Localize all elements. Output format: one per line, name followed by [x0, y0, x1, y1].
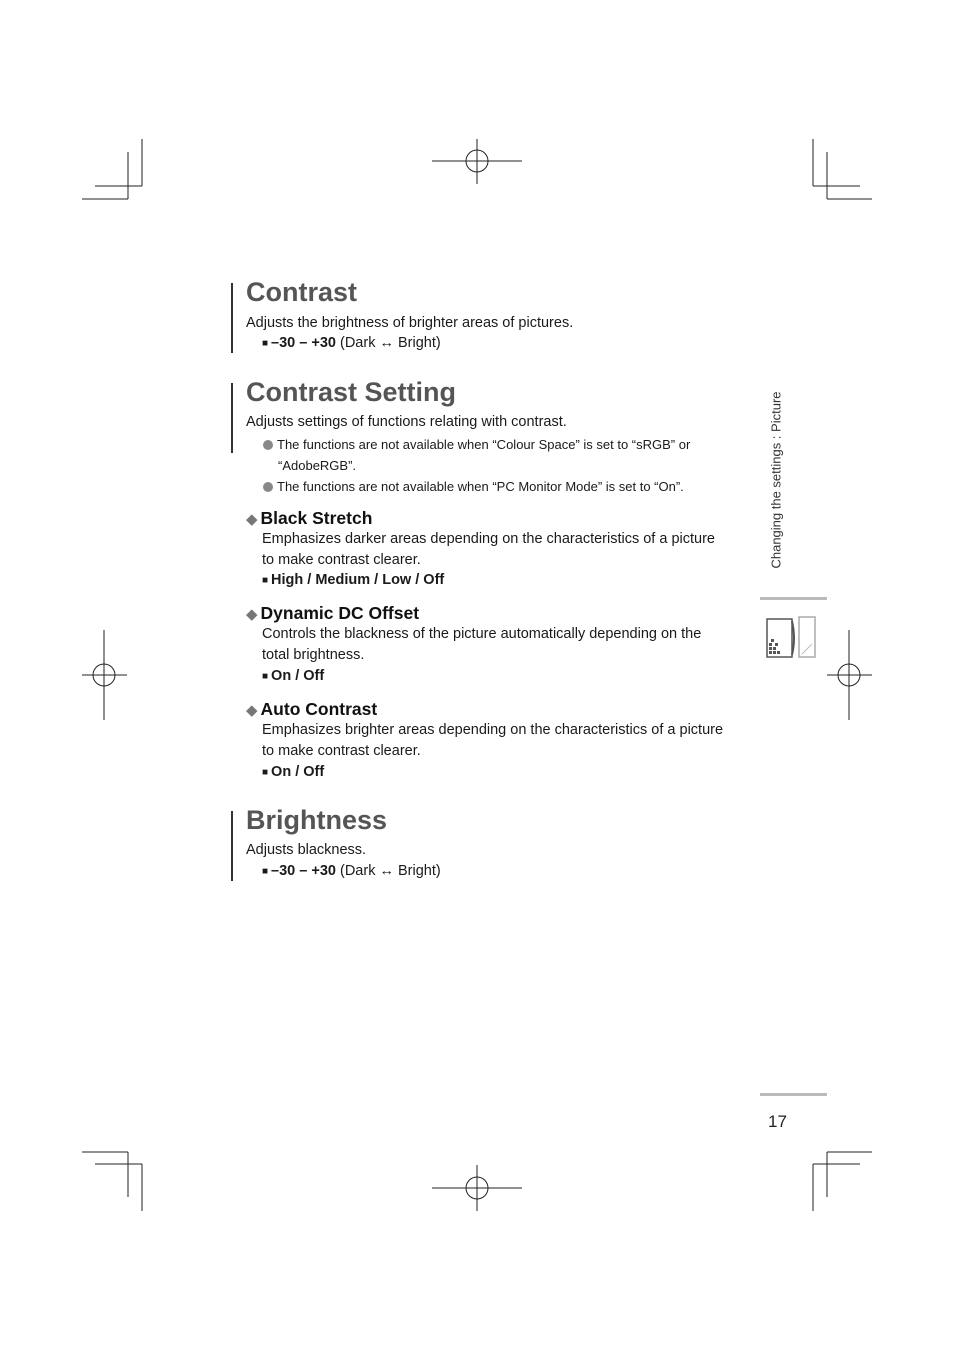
sidebar-rule-bottom — [760, 1093, 827, 1096]
diamond-icon: ◆ — [246, 511, 258, 528]
dynamic-dc-offset-description: Controls the blackness of the picture automatically depending on the total brightness. — [262, 626, 702, 663]
brightness-range — [262, 861, 441, 882]
heading-contrast: Contrast — [246, 277, 358, 307]
note-colour-space-cont: “AdobeRGB”. — [278, 458, 357, 473]
circle-bullet-icon — [263, 482, 273, 492]
picture-settings-icon — [766, 616, 818, 660]
sidebar-rule-top — [760, 597, 827, 600]
diamond-icon: ◆ — [246, 606, 258, 623]
section-bar-contrast — [231, 283, 233, 353]
auto-contrast-description: Emphasizes brighter areas depending on the characteristics of a picture to make contrast clearer. — [262, 722, 724, 759]
note-pc-monitor: The functions are not available when “PC Monitor Mode” is set to “On”. — [263, 476, 723, 497]
heading-contrast-setting: Contrast Setting — [246, 377, 457, 407]
contrast-range-note: (Dark ↔ Bright) — [340, 335, 441, 351]
section-bar-contrast-setting — [231, 383, 233, 453]
note-colour-space: The functions are not available when “Colour Space” is set to “sRGB” or “AdobeRGB”. — [263, 434, 723, 476]
square-bullet: ■ — [262, 338, 269, 349]
brightness-description: Adjusts blackness. — [246, 842, 367, 858]
contrast-description: Adjusts the brightness of brighter areas of pictures. — [246, 315, 574, 331]
square-bullet: ■ — [262, 575, 269, 586]
square-bullet: ■ — [262, 767, 269, 778]
dynamic-dc-offset-options: ■ On / Off — [262, 668, 325, 684]
section-bar-brightness — [231, 811, 233, 881]
square-bullet: ■ — [262, 866, 269, 877]
contrast-range-value: –30 – +30 — [271, 335, 336, 351]
black-stretch-options: ■ High / Medium / Low / Off — [262, 572, 445, 588]
heading-brightness: Brightness — [246, 805, 388, 835]
black-stretch-description: Emphasizes darker areas depending on the characteristics of a picture to make contrast clearer. — [262, 531, 715, 568]
sidebar-chapter-label: Changing the settings : Picture — [768, 391, 784, 569]
heading-auto-contrast: ◆ Auto Contrast — [246, 699, 378, 719]
heading-black-stretch: ◆ Black Stretch — [246, 508, 373, 528]
diamond-icon: ◆ — [246, 702, 258, 719]
contrast-range — [262, 333, 441, 354]
brightness-range-value: –30 – +30 — [271, 863, 336, 879]
page-number: 17 — [768, 1112, 787, 1131]
square-bullet: ■ — [262, 671, 269, 682]
heading-dynamic-dc-offset: ◆ Dynamic DC Offset — [246, 603, 420, 623]
brightness-range-note: (Dark ↔ Bright) — [340, 863, 441, 879]
circle-bullet-icon — [263, 440, 273, 450]
contrast-setting-description: Adjusts settings of functions relating with contrast. — [246, 414, 567, 430]
auto-contrast-options: ■ On / Off — [262, 764, 325, 780]
